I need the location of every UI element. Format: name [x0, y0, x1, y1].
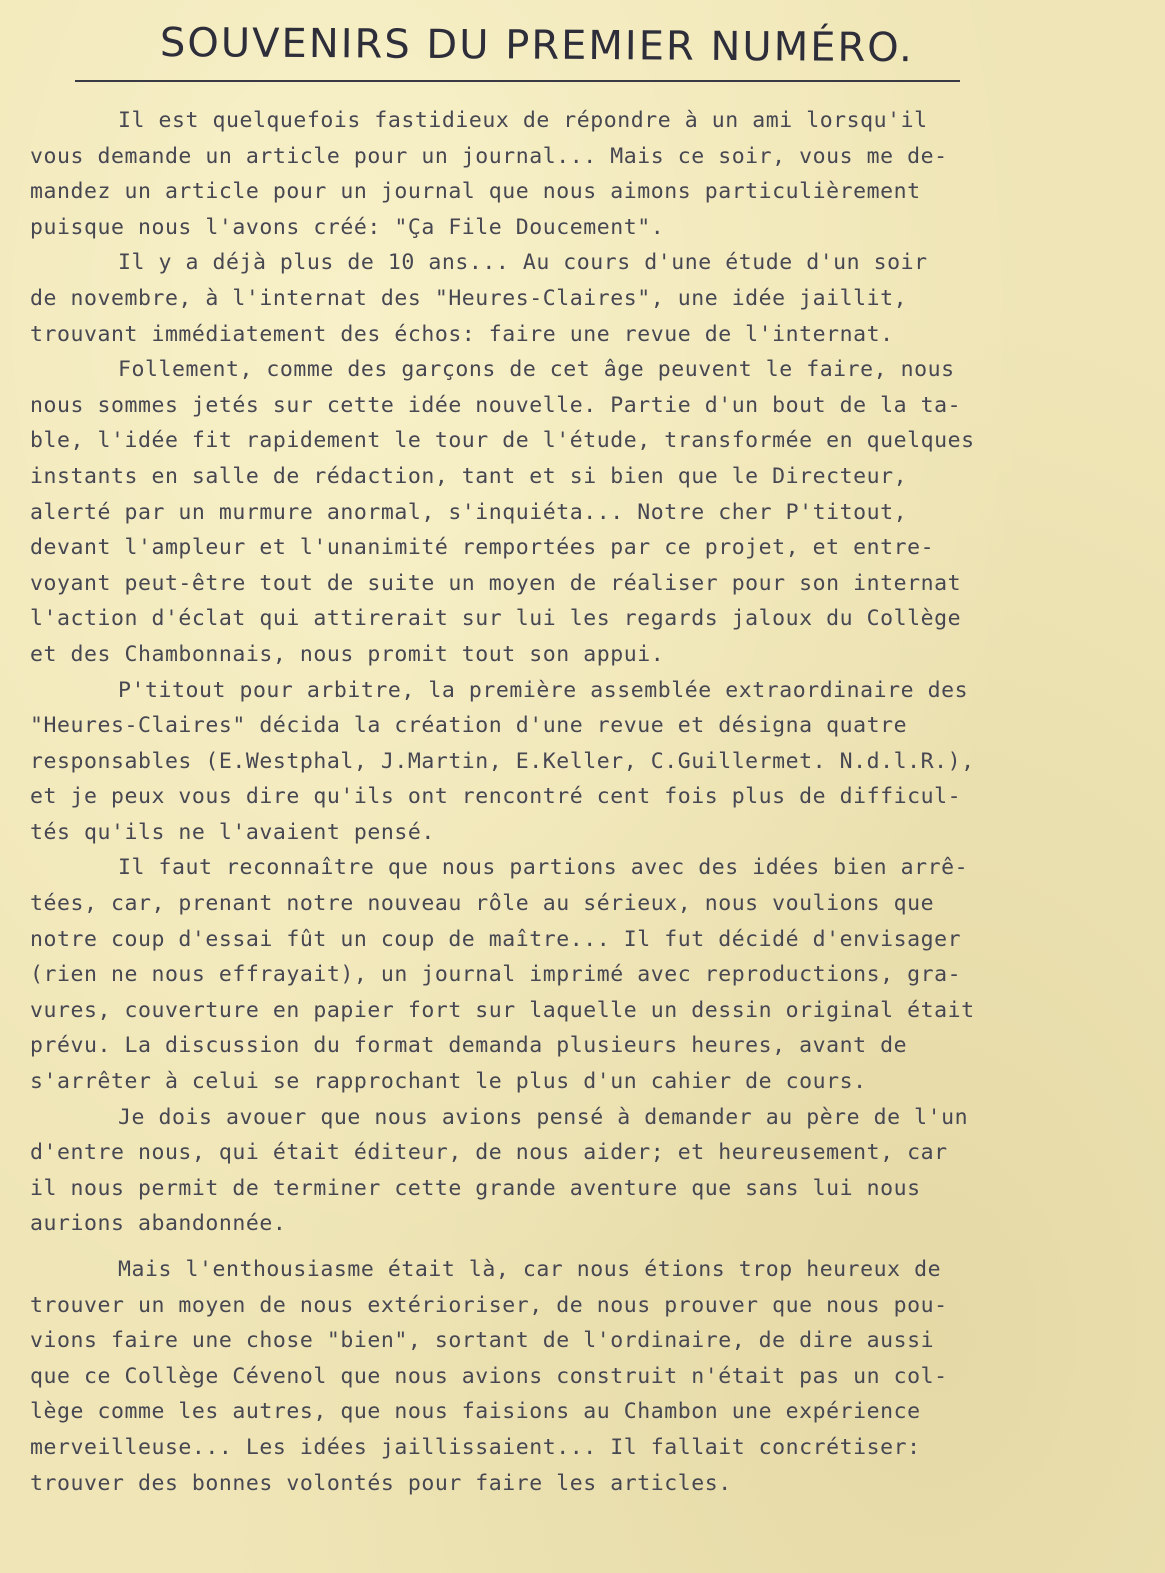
title-underline [75, 80, 960, 82]
text-line: prévu. La discussion du format demanda plusieurs heures, avant de [30, 1033, 908, 1059]
paragraph-2 [30, 245, 1140, 352]
text-line: vous demande un article pour un journal... Mais ce soir, vous me de- [30, 143, 948, 169]
text-line: vures, couverture en papier fort sur laquelle un dessin original était [30, 997, 975, 1023]
text-line: d'entre nous, qui était éditeur, de nous aider; et heureusement, car [30, 1140, 948, 1166]
paragraph-7 [30, 1252, 1140, 1501]
paragraph-1 [30, 103, 1140, 245]
text-line: il nous permit de terminer cette grande aventure que sans lui nous [30, 1175, 921, 1201]
text-line: aurions abandonnée. [30, 1211, 287, 1237]
text-line: notre coup d'essai fût un coup de maître... Il fut décidé d'envisager [30, 926, 962, 952]
text-line: trouver un moyen de nous extérioriser, de nous prouver que nous pou- [30, 1292, 948, 1318]
text-line: Il y a déjà plus de 10 ans... Au cours d'une étude d'un soir [118, 250, 928, 276]
article-body [30, 103, 1140, 1501]
text-line: de novembre, à l'internat des "Heures-Claires", une idée jaillit, [30, 285, 908, 311]
text-line: lège comme les autres, que nous faisions au Chambon une expérience [30, 1399, 921, 1425]
text-line: alerté par un murmure anormal, s'inquiéta... Notre cher P'titout, [30, 499, 908, 525]
paragraph-4 [30, 673, 1140, 851]
text-line: Je dois avouer que nous avions pensé à demander au père de l'un [118, 1104, 969, 1130]
text-line: devant l'ampleur et l'unanimité remportées par ce projet, et entre- [30, 535, 935, 561]
text-line: voyant peut-être tout de suite un moyen de réaliser pour son internat [30, 570, 962, 596]
text-line: Il est quelquefois fastidieux de répondre à un ami lorsqu'il [118, 108, 928, 133]
text-line: mandez un article pour un journal que nous aimons particulièrement [30, 179, 921, 205]
paragraph-6 [30, 1100, 1140, 1242]
text-line: "Heures-Claires" décida la création d'une revue et désigna quatre [30, 713, 908, 739]
paragraph-3 [30, 352, 1140, 672]
text-line: que ce Collège Cévenol que nous avions construit n'était pas un col- [30, 1363, 948, 1389]
text-line: Il faut reconnaître que nous partions avec des idées bien arrê- [118, 855, 969, 881]
paragraph-gap [30, 1242, 1140, 1252]
text-line: l'action d'éclat qui attirerait sur lui les regards jaloux du Collège [30, 606, 962, 632]
text-line: merveilleuse... Les idées jaillissaient... Il fallait concrétiser: [30, 1434, 921, 1460]
text-line: (rien ne nous effrayait), un journal imprimé avec reproductions, gra- [30, 962, 962, 988]
text-line: P'titout pour arbitre, la première assemblée extraordinaire des [118, 677, 969, 703]
text-line: trouver des bonnes volontés pour faire les articles. [30, 1470, 732, 1496]
text-line: ble, l'idée fit rapidement le tour de l'étude, transformée en quelques [30, 428, 975, 454]
page-title: SOUVENIRS DU PREMIER NUMÉRO. [159, 20, 914, 72]
text-line: responsables (E.Westphal, J.Martin, E.Keller, C.Guillermet. N.d.l.R.), [30, 748, 975, 774]
text-line: Follement, comme des garçons de cet âge peuvent le faire, nous [118, 357, 955, 383]
text-line: tées, car, prenant notre nouveau rôle au sérieux, nous voulions que [30, 891, 935, 917]
text-line: s'arrêter à celui se rapprochant le plus d'un cahier de cours. [30, 1069, 867, 1095]
text-line: tés qu'ils ne l'avaient pensé. [30, 819, 435, 845]
text-line: Mais l'enthousiasme était là, car nous étions trop heureux de [118, 1257, 942, 1282]
text-line: et des Chambonnais, nous promit tout son appui. [30, 641, 665, 667]
text-line: nous sommes jetés sur cette idée nouvelle. Partie d'un bout de la ta- [30, 392, 962, 418]
text-line: puisque nous l'avons créé: "Ça File Doucement". [30, 214, 665, 240]
text-line: vions faire une chose "bien", sortant de l'ordinaire, de dire aussi [30, 1328, 935, 1354]
paragraph-5 [30, 850, 1140, 1099]
text-line: et je peux vous dire qu'ils ont rencontré cent fois plus de difficul- [30, 784, 962, 810]
text-line: instants en salle de rédaction, tant et si bien que le Directeur, [30, 463, 908, 489]
text-line: trouvant immédiatement des échos: faire une revue de l'internat. [30, 321, 894, 347]
